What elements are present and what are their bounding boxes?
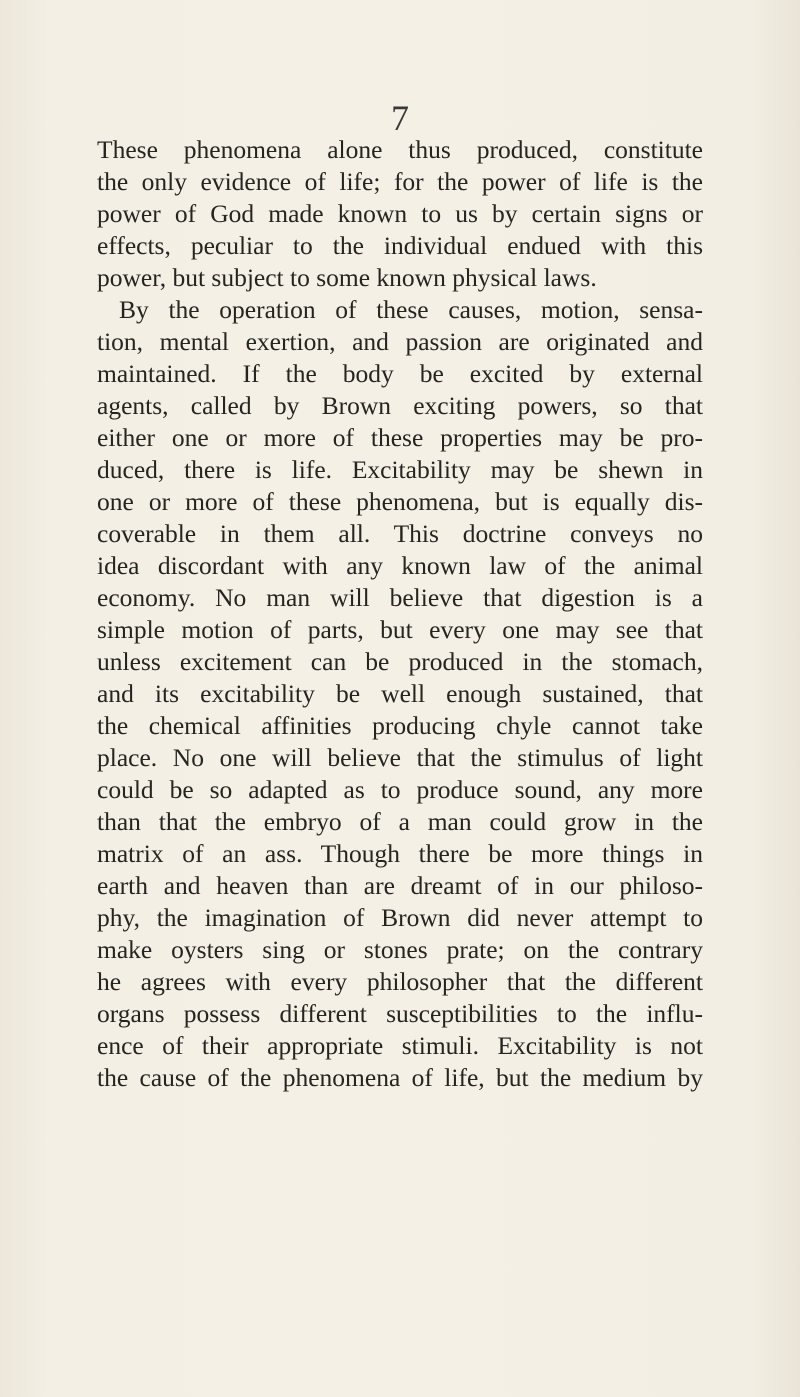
- text-line: the only evidence of life; for the power of life is the: [97, 167, 703, 196]
- text-line: and its excitability be well enough sustained, that: [97, 679, 703, 708]
- text-line: idea discordant with any known law of the animal: [97, 551, 703, 580]
- text-line: matrix of an ass. Though there be more things in: [97, 839, 703, 868]
- text-line: By the operation of these causes, motion, sensa-: [119, 295, 703, 324]
- text-line: he agrees with every philosopher that the different: [97, 967, 703, 996]
- text-line: organs possess different susceptibilities to the influ-: [97, 999, 703, 1028]
- text-line: These phenomena alone thus produced, constitute: [97, 135, 703, 164]
- text-line: either one or more of these properties may be pro-: [97, 423, 703, 452]
- text-line: power of God made known to us by certain signs or: [97, 199, 703, 228]
- text-line: maintained. If the body be excited by external: [97, 359, 703, 388]
- text-line: could be so adapted as to produce sound, any more: [97, 775, 703, 804]
- text-line: one or more of these phenomena, but is equally dis-: [97, 487, 703, 516]
- text-line: the cause of the phenomena of life, but the medium by: [97, 1063, 703, 1092]
- text-line: phy, the imagination of Brown did never attempt to: [97, 903, 703, 932]
- text-line: earth and heaven than are dreamt of in our philoso-: [97, 871, 703, 900]
- text-line: agents, called by Brown exciting powers, so that: [97, 391, 703, 420]
- text-line: place. No one will believe that the stimulus of light: [97, 743, 703, 772]
- text-line: simple motion of parts, but every one may see that: [97, 615, 703, 644]
- text-line: unless excitement can be produced in the stomach,: [97, 647, 703, 676]
- text-line: tion, mental exertion, and passion are originated and: [97, 327, 703, 356]
- text-line: ence of their appropriate stimuli. Excitability is not: [97, 1031, 703, 1060]
- text-line: the chemical affinities producing chyle cannot take: [97, 711, 703, 740]
- text-line: coverable in them all. This doctrine conveys no: [97, 519, 703, 548]
- text-line: duced, there is life. Excitability may be shewn in: [97, 455, 703, 484]
- page-number: 7: [391, 98, 409, 138]
- text-line: power, but subject to some known physical laws.: [97, 263, 597, 292]
- text-line: than that the embryo of a man could grow in the: [97, 807, 703, 836]
- text-line: economy. No man will believe that digestion is a: [97, 583, 703, 612]
- text-line: effects, peculiar to the individual endued with this: [97, 231, 703, 260]
- text-line: make oysters sing or stones prate; on the contrary: [97, 935, 703, 964]
